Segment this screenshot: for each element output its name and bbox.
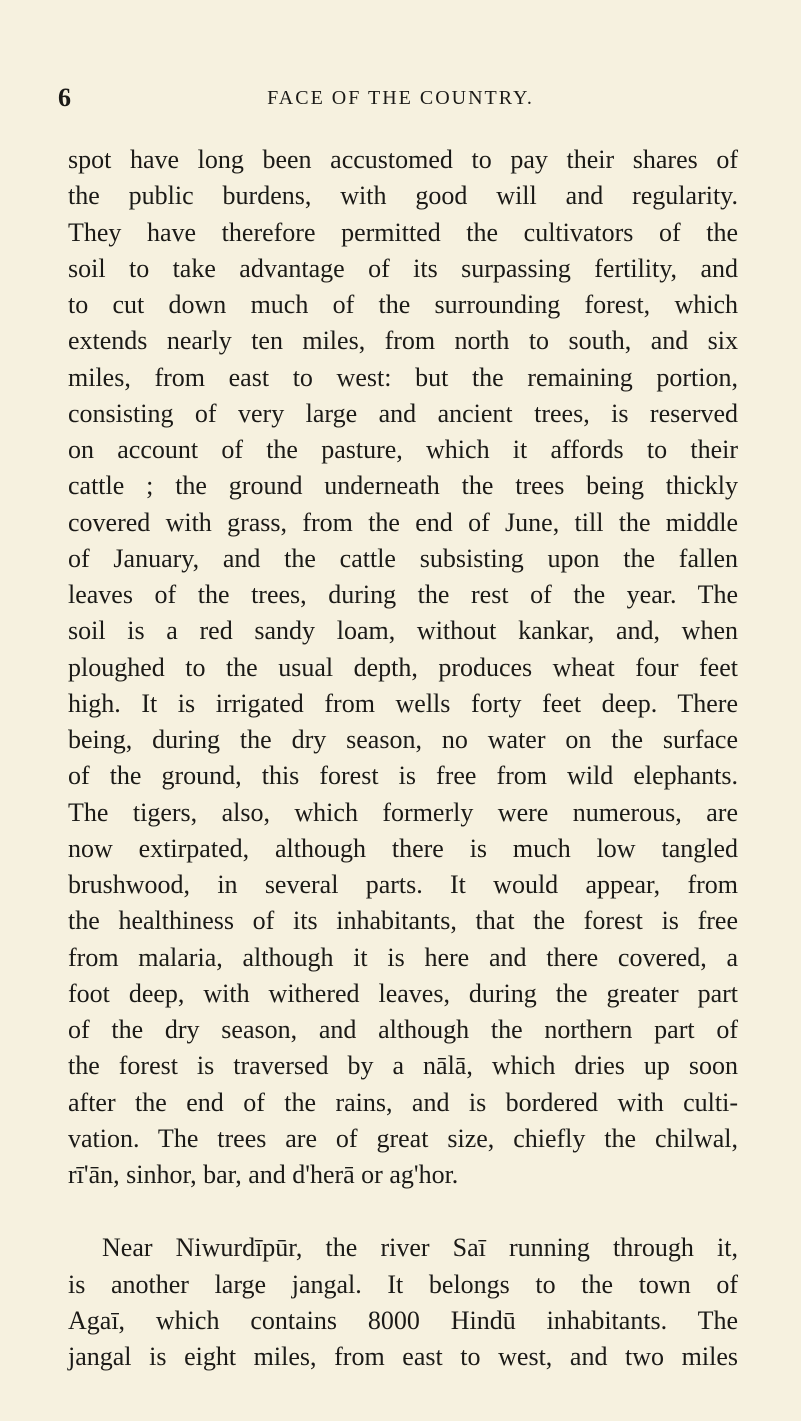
text-line: to cut down much of the surrounding forest, which xyxy=(68,290,738,319)
text-line: soil to take advantage of its surpassing fertility, and xyxy=(68,253,738,283)
text-line: covered with grass, from the end of June, till the middle xyxy=(68,507,738,537)
text-line: rī'ān, sinhor, bar, and d'herā or ag'hor. xyxy=(68,1160,459,1189)
paragraph-2 xyxy=(68,1230,738,1375)
page-header xyxy=(0,78,801,118)
text-line: on account of the pasture, which it affords to their xyxy=(68,435,738,464)
text-line: consisting of very large and ancient trees, is reserved xyxy=(68,398,738,428)
text-line: high. It is irrigated from wells forty feet deep. There xyxy=(68,688,738,718)
text-line: is another large jangal. It belongs to the town of xyxy=(68,1269,738,1299)
body-text xyxy=(68,142,738,1375)
text-line: of January, and the cattle subsisting upon the fallen xyxy=(68,543,738,573)
text-line: the public burdens, with good will and regularity. xyxy=(68,181,738,211)
text-line: They have therefore permitted the cultivators of the xyxy=(68,217,738,247)
text-line: spot have long been accustomed to pay their shares of xyxy=(68,145,738,174)
text-line: leaves of the trees, during the rest of the year. The xyxy=(68,580,738,609)
text-line: brushwood, in several parts. It would appear, from xyxy=(68,870,738,899)
text-line: Agaī, which contains 8000 Hindū inhabitants. The xyxy=(68,1305,738,1335)
text-line: the healthiness of its inhabitants, that the forest is free xyxy=(68,906,738,936)
text-line: miles, from east to west: but the remaining portion, xyxy=(68,362,738,392)
text-line: vation. The trees are of great size, chiefly the chilwal, xyxy=(68,1123,738,1153)
text-line: after the end of the rains, and is bordered with culti- xyxy=(68,1087,738,1117)
running-title: FACE OF THE COUNTRY. xyxy=(267,87,534,109)
text-line: being, during the dry season, no water on the surface xyxy=(68,725,738,754)
text-line: The tigers, also, which formerly were numerous, are xyxy=(68,797,738,827)
text-line: foot deep, with withered leaves, during the greater part xyxy=(68,978,738,1008)
text-line: of the ground, this forest is free from wild elephants. xyxy=(68,761,738,791)
text-line: cattle ; the ground underneath the trees being thickly xyxy=(68,471,738,501)
page-number: 6 xyxy=(58,83,71,112)
paragraph-gap xyxy=(68,1193,738,1230)
paragraph-1 xyxy=(68,142,738,1193)
text-line: now extirpated, although there is much low tangled xyxy=(68,833,738,863)
text-line: jangal is eight miles, from east to west, and two miles xyxy=(68,1342,738,1371)
text-line: extends nearly ten miles, from north to south, and six xyxy=(68,326,738,356)
text-line: Near Niwurdīpūr, the river Saī running through it, xyxy=(102,1233,738,1263)
text-line: from malaria, although it is here and there covered, a xyxy=(68,942,738,972)
text-line: of the dry season, and although the northern part of xyxy=(68,1015,738,1044)
text-line: soil is a red sandy loam, without kankar, and, when xyxy=(68,616,738,646)
text-line: ploughed to the usual depth, produces wheat four feet xyxy=(68,652,738,682)
text-line: the forest is traversed by a nālā, which dries up soon xyxy=(68,1051,738,1081)
